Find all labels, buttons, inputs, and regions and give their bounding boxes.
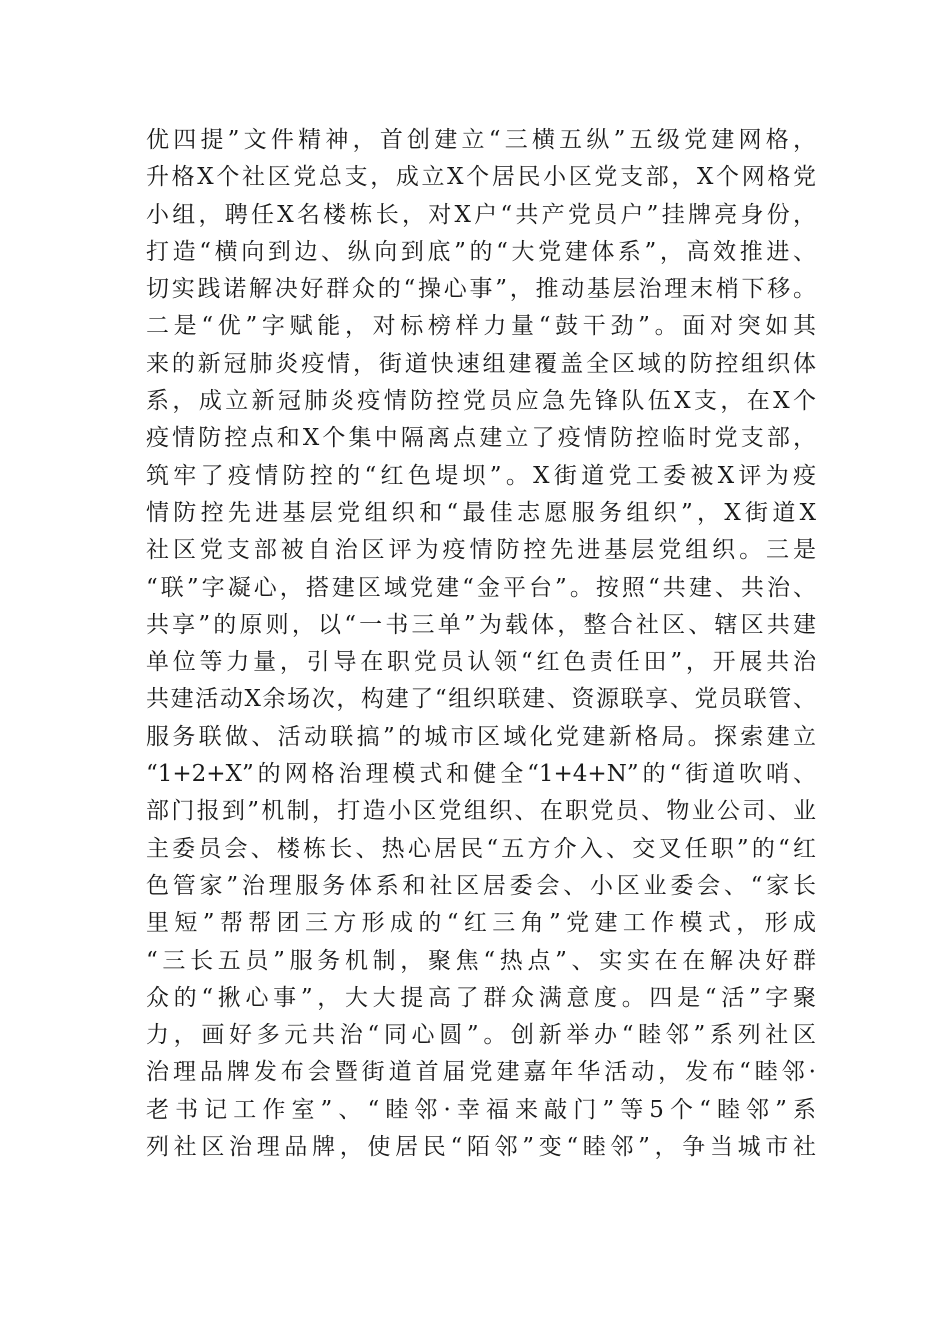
body-paragraph <box>146 122 816 1166</box>
text-line: 社区党支部被自治区评为疫情防控先进基层党组织。三是 <box>146 537 816 564</box>
text-line: 二是“优”字赋能，对标榜样力量“鼓干劲”。面对突如其 <box>146 313 816 340</box>
text-line: 切实践诺解决好群众的“操心事”，推动基层治理末梢下移。 <box>146 276 816 303</box>
text-line: “联”字凝心，搭建区域党建“金平台”。按照“共建、共治、 <box>146 574 816 601</box>
text-line: 主委员会、楼栋长、热心居民“五方介入、交叉任职”的“红 <box>146 835 816 862</box>
text-line: 系，成立新冠肺炎疫情防控党员应急先锋队伍X支，在X个 <box>146 388 816 415</box>
text-line: 共享”的原则，以“一书三单”为载体，整合社区、辖区共建 <box>146 611 816 638</box>
text-line: 升格X个社区党总支，成立X个居民小区党支部，X个网格党 <box>146 164 816 191</box>
text-line: 疫情防控点和X个集中隔离点建立了疫情防控临时党支部， <box>146 425 816 452</box>
text-line: “1+2+X”的网格治理模式和健全“1+4+N”的“街道吹哨、 <box>146 761 816 788</box>
text-line: 里短”帮帮团三方形成的“红三角”党建工作模式，形成 <box>146 910 816 937</box>
text-line: 色管家”治理服务体系和社区居委会、小区业委会、“家长 <box>146 872 816 899</box>
text-line: 部门报到”机制，打造小区党组织、在职党员、物业公司、业 <box>146 798 816 825</box>
text-line: “三长五员”服务机制，聚焦“热点”、实实在在解决好群 <box>146 947 816 974</box>
text-line: 来的新冠肺炎疫情，街道快速组建覆盖全区域的防控组织体 <box>146 350 816 377</box>
text-line: 打造“横向到边、纵向到底”的“大党建体系”，高效推进、 <box>146 238 816 265</box>
text-line: 小组，聘任X名楼栋长，对X户“共产党员户”挂牌亮身份， <box>146 201 816 228</box>
text-line: 情防控先进基层党组织和“最佳志愿服务组织”，X街道X <box>146 499 816 526</box>
text-line: 力，画好多元共治“同心圆”。创新举办“睦邻”系列社区 <box>146 1022 816 1049</box>
text-line: 列社区治理品牌，使居民“陌邻”变“睦邻”，争当城市社 <box>146 1134 816 1161</box>
text-line: 老书记工作室”、“睦邻·幸福来敲门”等5个“睦邻”系 <box>146 1096 816 1123</box>
text-line: 优四提”文件精神，首创建立“三横五纵”五级党建网格， <box>146 127 816 153</box>
text-line: 单位等力量，引导在职党员认领“红色责任田”，开展共治 <box>146 649 816 676</box>
text-line: 共建活动X余场次，构建了“组织联建、资源联享、党员联管、 <box>146 686 816 713</box>
text-line: 治理品牌发布会暨街道首届党建嘉年华活动，发布“睦邻· <box>146 1059 816 1086</box>
text-line: 众的“揪心事”，大大提高了群众满意度。四是“活”字聚 <box>146 984 816 1011</box>
text-line: 服务联做、活动联搞”的城市区域化党建新格局。探索建立 <box>146 723 816 750</box>
text-line: 筑牢了疫情防控的“红色堤坝”。X街道党工委被X评为疫 <box>146 462 816 489</box>
